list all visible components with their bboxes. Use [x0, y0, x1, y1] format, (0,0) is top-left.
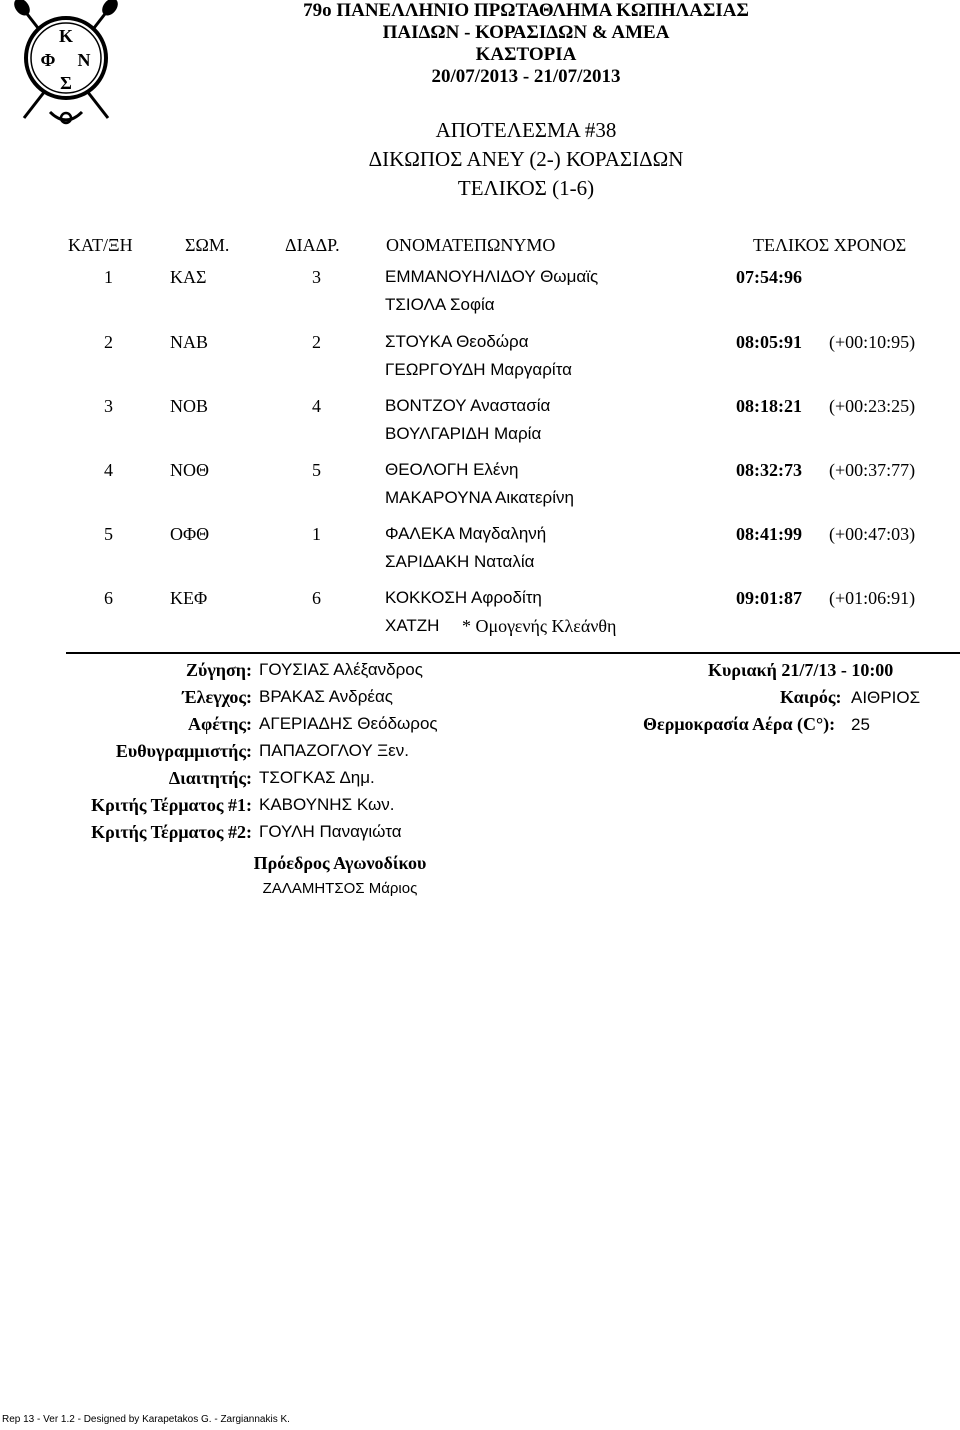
- rank-cell: 3: [104, 396, 113, 416]
- lane-cell: 5: [312, 460, 321, 480]
- weather-label: Καιρός:: [780, 687, 842, 707]
- club-cell: ΝΟΘ: [170, 460, 209, 480]
- temperature-label: Θερμοκρασία Αέρα (C°):: [643, 714, 836, 734]
- race-date: Κυριακή 21/7/13 - 10:00: [708, 660, 894, 680]
- final-time: 09:01:87: [736, 588, 802, 608]
- weather-value: ΑΙΘΡΙΟΣ: [851, 688, 921, 707]
- final-time: 08:05:91: [736, 332, 802, 352]
- time-difference: (+00:37:77): [829, 460, 916, 480]
- table-row: [0, 458, 960, 522]
- lane-cell: 2: [312, 332, 321, 352]
- official-label: Αφέτης:: [187, 714, 252, 734]
- time-difference: (+00:10:95): [829, 332, 916, 352]
- official-label: Ευθυγραμμιστής:: [115, 741, 252, 761]
- report-footer: Rep 13 - Ver 1.2 - Designed by Karapetakos G. - Zargiannakis K.: [2, 1414, 290, 1425]
- result-line: ΤΕΛΙΚΟΣ (1-6): [457, 176, 595, 200]
- official-value: ΤΣΟΓΚΑΣ Δημ.: [259, 768, 375, 787]
- column-header-name: ΟΝΟΜΑΤΕΠΩΝΥΜΟ: [386, 235, 556, 255]
- rank-cell: 1: [104, 267, 113, 287]
- header-line: ΚΑΣΤΟΡΙΑ: [475, 44, 577, 65]
- svg-text:Κ: Κ: [58, 26, 74, 46]
- official-label: Κριτής Τέρματος #1:: [91, 795, 252, 815]
- column-header-rank: ΚΑΤ/ΞΗ: [68, 235, 133, 255]
- table-row: [0, 522, 960, 586]
- official-row: [0, 822, 960, 848]
- championship-header: [300, 0, 752, 88]
- official-value: ΑΓΕΡΙΑΔΗΣ Θεόδωρος: [259, 714, 438, 733]
- athlete-name-2: ΓΕΩΡΓΟΥΔΗ Μαργαρίτα: [385, 360, 572, 379]
- final-time: 08:41:99: [736, 524, 802, 544]
- header-line: ΠΑΙΔΩΝ - ΚΟΡΑΣΙΔΩΝ & ΑΜΕΑ: [382, 22, 670, 43]
- rank-cell: 4: [104, 460, 113, 480]
- svg-text:Φ: Φ: [40, 50, 56, 70]
- official-row: [0, 741, 960, 767]
- final-time: 08:18:21: [736, 396, 802, 416]
- official-label: Ζύγηση:: [186, 660, 252, 680]
- official-value: ΠΑΠΑΖΟΓΛΟΥ Ξεν.: [259, 741, 409, 760]
- athlete-name-2: ΧΑΤΖΗ: [385, 616, 440, 635]
- official-value: ΓΟΥΣΙΑΣ Αλέξανδρος: [259, 660, 423, 679]
- federation-logo-icon: [12, 0, 120, 128]
- club-cell: ΚΕΦ: [170, 588, 208, 608]
- rank-cell: 2: [104, 332, 113, 352]
- club-cell: ΝΑΒ: [170, 332, 209, 352]
- club-cell: ΚΑΣ: [170, 267, 207, 287]
- header-line: 79o ΠΑΝΕΛΛΗΝΙΟ ΠΡΩΤΑΘΛΗΜΑ ΚΩΠΗΛΑΣΙΑΣ: [303, 0, 749, 21]
- final-time: 07:54:96: [736, 267, 802, 287]
- official-label: Έλεγχος:: [182, 687, 252, 707]
- president-title: Πρόεδρος Αγωνοδίκου: [253, 853, 427, 873]
- time-difference: (+01:06:91): [829, 588, 916, 608]
- athlete-name-2: ΤΣΙΟΛΑ Σοφία: [385, 295, 495, 314]
- header-line: 20/07/2013 - 21/07/2013: [431, 66, 621, 87]
- section-divider: [66, 652, 960, 654]
- final-time: 08:32:73: [736, 460, 802, 480]
- athlete-note: * Ομογενής Κλεάνθη: [462, 616, 617, 636]
- result-title: [300, 116, 752, 203]
- official-value: ΚΑΒΟΥΝΗΣ Κων.: [259, 795, 395, 814]
- president-name: ΖΑΛΑΜΗΤΣΟΣ Μάριος: [262, 880, 418, 897]
- column-header-lane: ΔΙΑΔΡ.: [285, 235, 340, 255]
- official-row: [0, 768, 960, 794]
- result-line: ΔΙΚΩΠΟΣ ΑΝΕΥ (2-) ΚΟΡΑΣΙΔΩΝ: [368, 147, 684, 171]
- lane-cell: 3: [312, 267, 321, 287]
- athlete-name-1: ΒΟΝΤΖΟΥ Αναστασία: [385, 396, 551, 415]
- official-value: ΓΟΥΛΗ Παναγιώτα: [259, 822, 402, 841]
- time-difference: (+00:23:25): [829, 396, 916, 416]
- official-value: ΒΡΑΚΑΣ Ανδρέας: [259, 687, 393, 706]
- result-line: ΑΠΟΤΕΛΕΣΜΑ #38: [435, 118, 617, 142]
- official-row: [0, 795, 960, 821]
- svg-text:Ν: Ν: [77, 50, 91, 70]
- athlete-name-1: ΘΕΟΛΟΓΗ Ελένη: [385, 460, 519, 479]
- time-difference: (+00:47:03): [829, 524, 916, 544]
- temperature-value: 25: [851, 715, 870, 734]
- athlete-name-1: ΣΤΟΥΚΑ Θεοδώρα: [385, 332, 529, 351]
- lane-cell: 6: [312, 588, 321, 608]
- official-label: Διαιτητής:: [168, 768, 252, 788]
- athlete-name-2: ΒΟΥΛΓΑΡΙΔΗ Μαρία: [385, 424, 542, 443]
- rank-cell: 5: [104, 524, 113, 544]
- athlete-name-2: ΜΑΚΑΡΟΥΝΑ Αικατερίνη: [385, 488, 574, 507]
- table-row: [0, 330, 960, 394]
- athlete-name-1: ΚΟΚΚΟΣΗ Αφροδίτη: [385, 588, 542, 607]
- rank-cell: 6: [104, 588, 113, 608]
- svg-text:Σ: Σ: [60, 73, 72, 93]
- table-row: [0, 394, 960, 458]
- club-cell: ΟΦΘ: [170, 524, 210, 544]
- table-row: [0, 586, 960, 650]
- athlete-name-1: ΦΑΛΕΚΑ Μαγδαληνή: [385, 524, 547, 543]
- official-label: Κριτής Τέρματος #2:: [91, 822, 252, 842]
- column-header-club: ΣΩΜ.: [185, 235, 230, 255]
- lane-cell: 4: [312, 396, 321, 416]
- club-cell: ΝΟΒ: [170, 396, 209, 416]
- column-header-time: ΤΕΛΙΚΟΣ ΧΡΟΝΟΣ: [753, 235, 907, 255]
- athlete-name-2: ΣΑΡΙΔΑΚΗ Ναταλία: [385, 552, 535, 571]
- table-row: [0, 265, 960, 329]
- athlete-name-1: ΕΜΜΑΝΟΥΗΛΙΔΟΥ Θωμαϊς: [385, 267, 599, 286]
- lane-cell: 1: [312, 524, 321, 544]
